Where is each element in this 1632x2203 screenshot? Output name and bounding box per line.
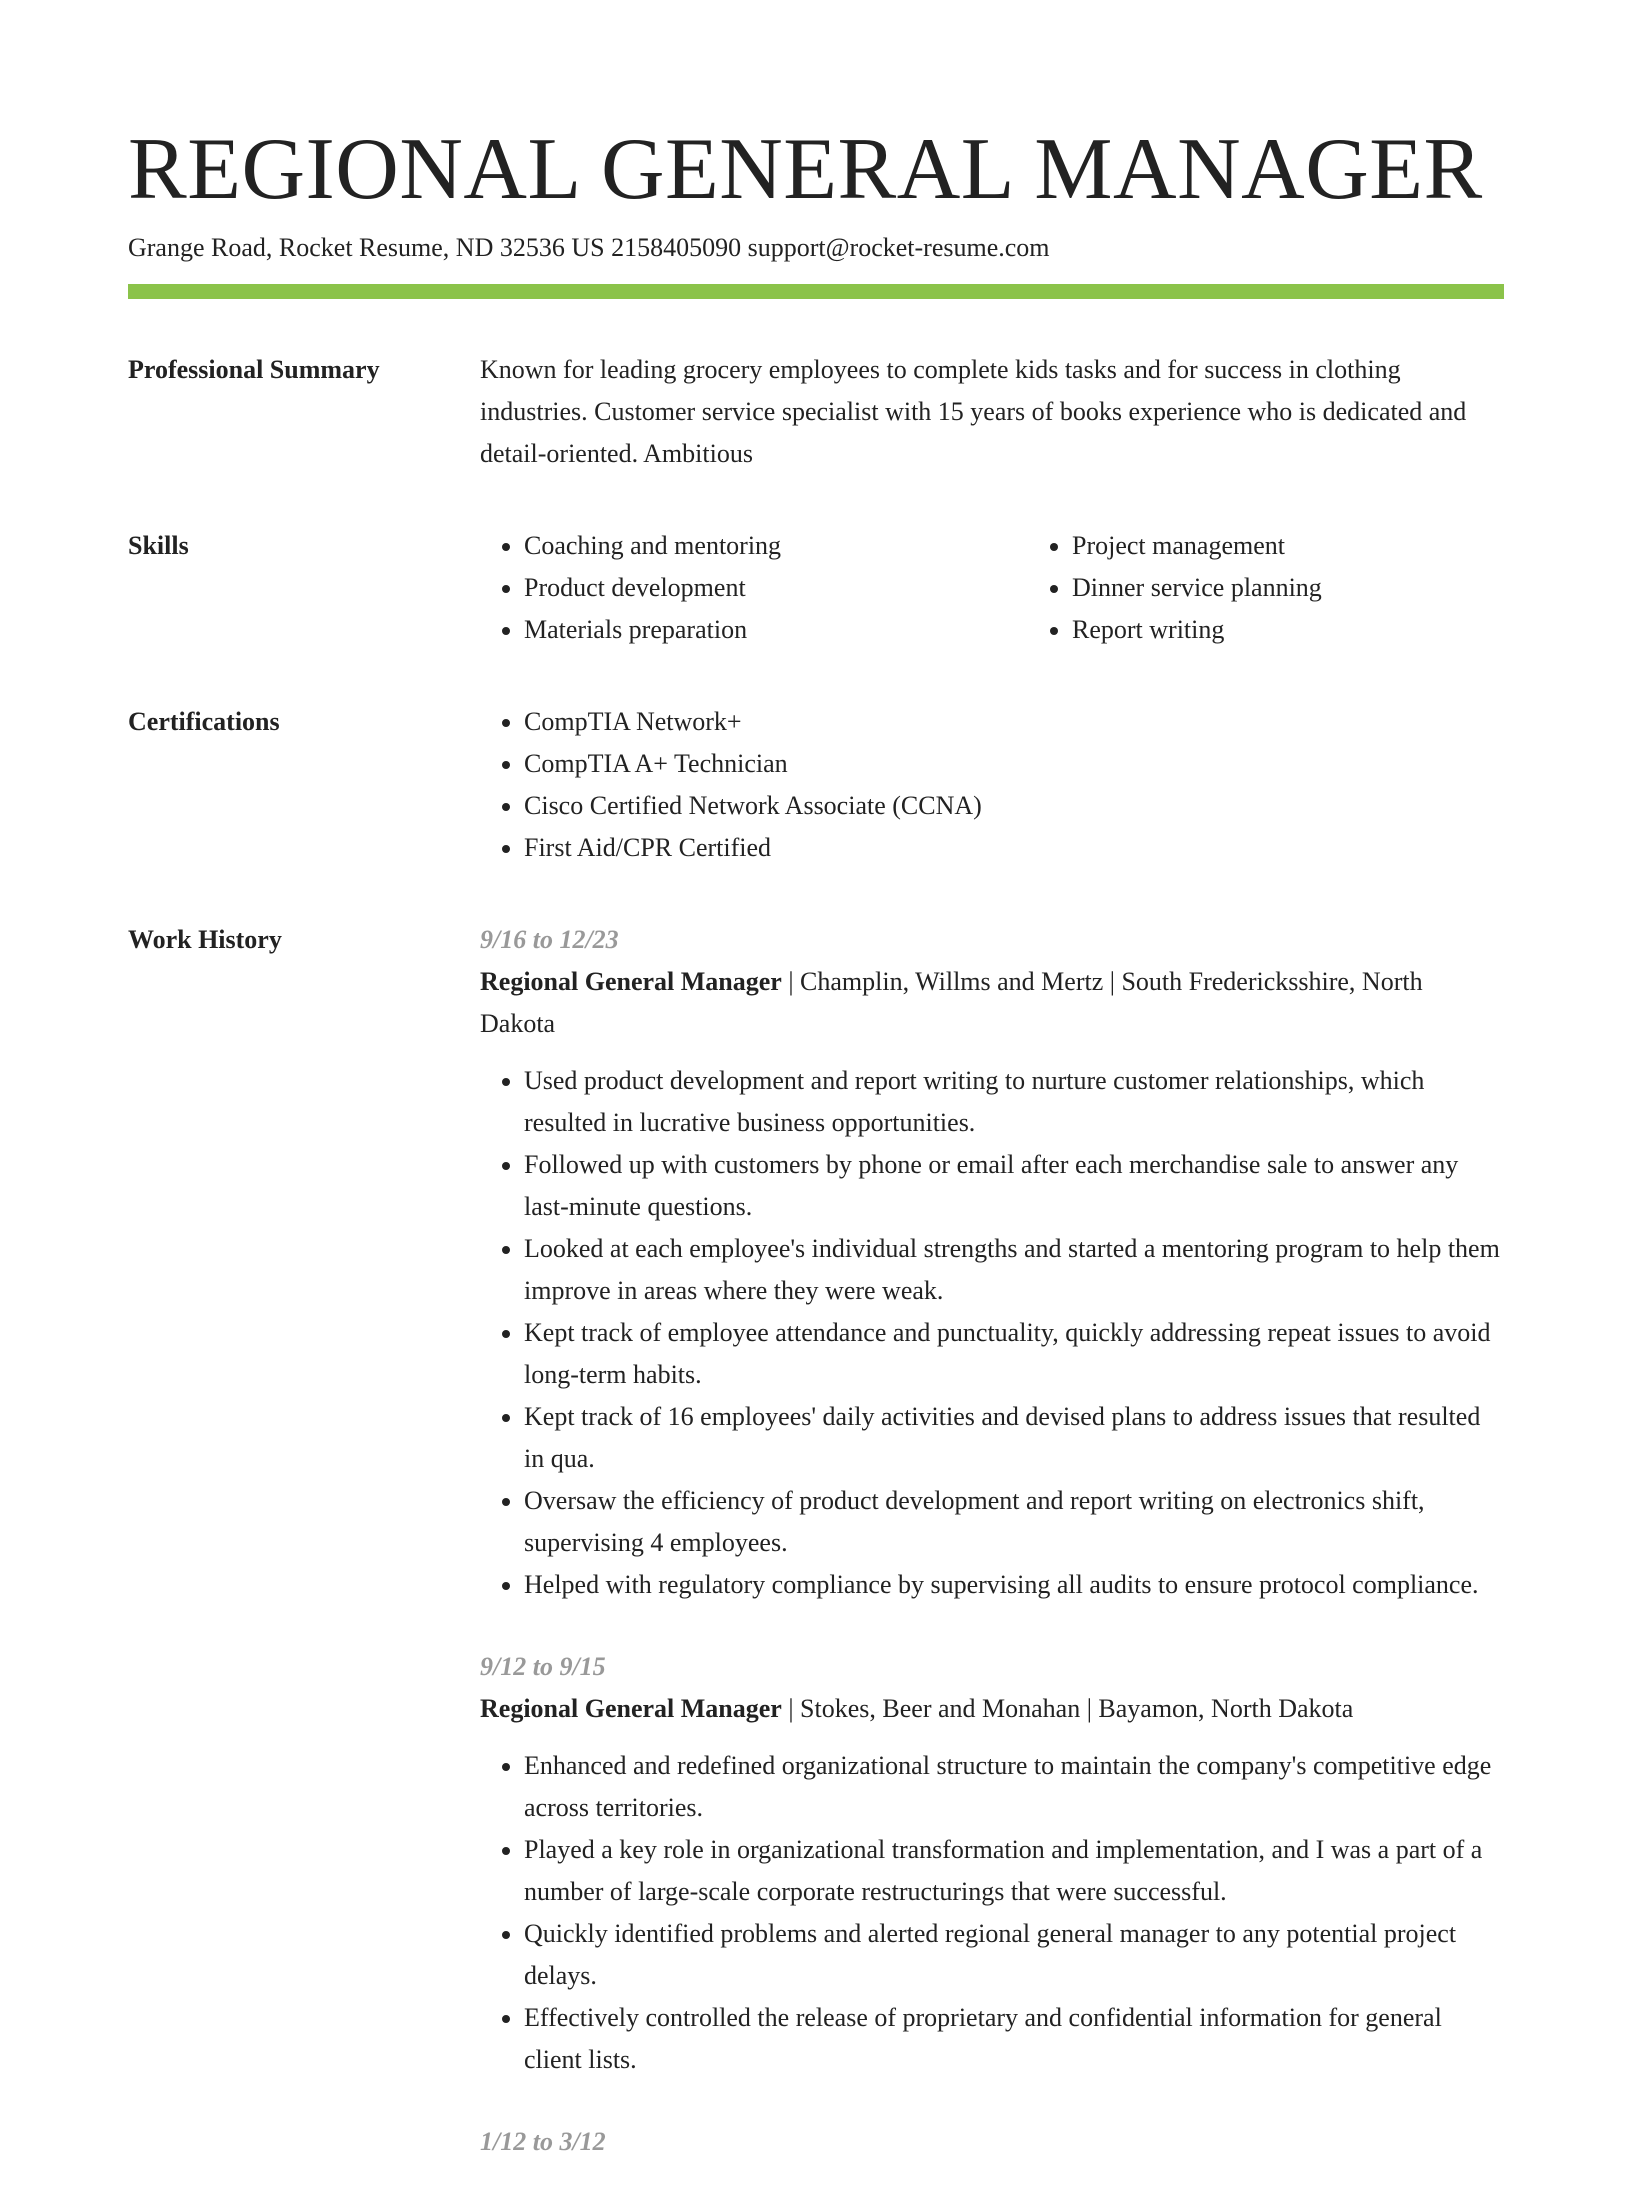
job-bullet: • Effectively controlled the release of proprietary and confidential information for general client lists. <box>524 1997 1504 2081</box>
skills-list-right <box>1028 525 1576 651</box>
skills-columns <box>480 525 1576 651</box>
job-bullet: • Enhanced and redefined organizational structure to maintain the company's competitive edge across territories. <box>524 1745 1504 1829</box>
certification-item: • CompTIA A+ Technician <box>524 743 1504 785</box>
skill-item: • Product development <box>524 567 1028 609</box>
job-bullet: • Quickly identified problems and alerted regional general manager to any potential project delays. <box>524 1913 1504 1997</box>
job-bullet: • Kept track of 16 employees' daily activities and devised plans to address issues that resulted in qua. <box>524 1396 1504 1480</box>
section-title: Certifications <box>128 707 280 736</box>
work-history-body <box>480 919 1504 2203</box>
skill-item: • Project management <box>1072 525 1576 567</box>
skill-item: • Coaching and mentoring <box>524 525 1028 567</box>
certifications-list <box>480 701 1504 869</box>
job-bullets <box>480 1060 1504 1606</box>
job-bullet: • Oversaw the efficiency of product development and report writing on electronics shift, supervising 4 employees. <box>524 1480 1504 1564</box>
job-title: Regional General Manager <box>480 1694 782 1723</box>
certifications-body <box>480 701 1504 869</box>
job-bullet: • Used product development and report writing to nurture customer relationships, which resulted in lucrative business opportunities. <box>524 1060 1504 1144</box>
section-summary <box>128 349 1504 475</box>
certification-item: • First Aid/CPR Certified <box>524 827 1504 869</box>
section-work-history <box>128 919 1504 2203</box>
job-entry <box>480 1646 1504 2081</box>
contact-email: support@rocket-resume.com <box>747 233 1050 262</box>
contact-address: Grange Road, Rocket Resume, ND 32536 US <box>128 233 605 262</box>
job-bullet: • Looked at each employee's individual strengths and started a mentoring program to help them improve in areas where they were weak. <box>524 1228 1504 1312</box>
summary-text: Known for leading grocery employees to complete kids tasks and for success in clothing industries. Customer service specialist with 15 years of books experience who is dedicated and detail-oriented. Ambitious <box>480 355 1467 468</box>
job-heading <box>480 961 1504 1045</box>
candidate-name: REGIONAL GENERAL MANAGER <box>128 121 1483 218</box>
job-dates: 9/12 to 9/15 <box>480 1652 606 1681</box>
certification-item: • Cisco Certified Network Associate (CCNA) <box>524 785 1504 827</box>
section-title: Work History <box>128 925 282 954</box>
job-bullets <box>480 1745 1504 2081</box>
section-skills <box>128 525 1504 651</box>
job-bullet: • Followed up with customers by phone or email after each merchandise sale to answer any last-minute questions. <box>524 1144 1504 1228</box>
resume-page <box>128 118 1504 2203</box>
contact-line <box>128 230 1504 266</box>
job-bullet: • Kept track of employee attendance and punctuality, quickly addressing repeat issues to avoid long-term habits. <box>524 1312 1504 1396</box>
job-entry <box>480 2121 1504 2163</box>
section-title: Skills <box>128 531 189 560</box>
skill-item: • Dinner service planning <box>1072 567 1576 609</box>
job-details: | Stokes, Beer and Monahan | Bayamon, North Dakota <box>781 1694 1354 1723</box>
header-divider <box>128 284 1504 299</box>
section-certifications <box>128 701 1504 869</box>
contact-phone: 2158405090 <box>611 233 742 262</box>
skill-item: • Materials preparation <box>524 609 1028 651</box>
certification-item: • CompTIA Network+ <box>524 701 1504 743</box>
job-dates: 9/16 to 12/23 <box>480 925 619 954</box>
job-bullet: • Played a key role in organizational transformation and implementation, and I was a part of a number of large-scale corporate restructurings that were successful. <box>524 1829 1504 1913</box>
job-details: | Champlin, Willms and Mertz | South Fredericksshire, North Dakota <box>480 967 1423 1038</box>
job-title: Regional General Manager <box>480 967 782 996</box>
job-bullet: • Helped with regulatory compliance by supervising all audits to ensure protocol compliance. <box>524 1564 1504 1606</box>
job-heading <box>480 1688 1504 1730</box>
skills-list-left <box>480 525 1028 651</box>
job-dates: 1/12 to 3/12 <box>480 2127 606 2156</box>
skill-item: • Report writing <box>1072 609 1576 651</box>
job-entry <box>480 919 1504 1606</box>
section-title: Professional Summary <box>128 355 380 384</box>
